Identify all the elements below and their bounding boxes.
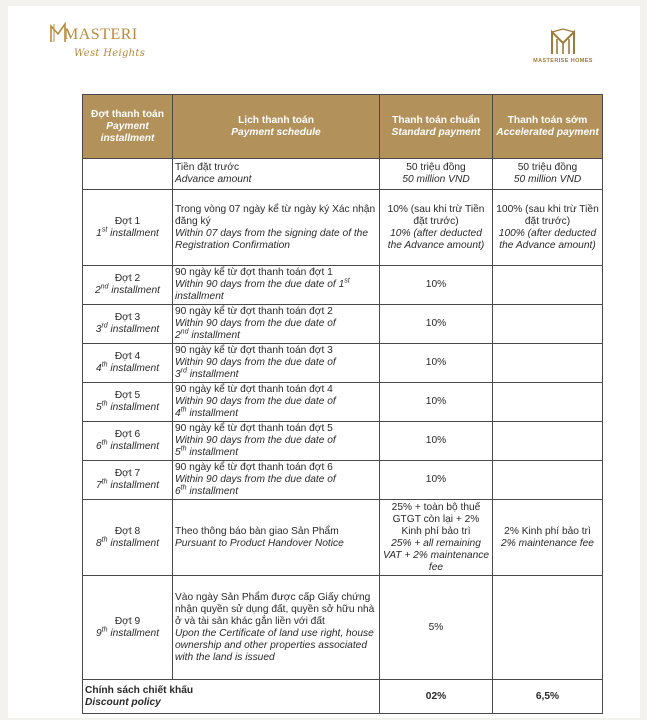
schedule-cell — [173, 344, 380, 383]
masterise-homes-logo — [518, 28, 608, 78]
accelerated-cell — [493, 305, 603, 344]
table-header-row — [83, 95, 603, 159]
schedule-sup: rd — [180, 367, 187, 375]
schedule-vi: 90 ngày kể từ đợt thanh toán đợt 5 — [175, 423, 333, 434]
header-standard-en: Standard payment — [391, 126, 481, 138]
advance-schedule-cell — [173, 159, 380, 190]
header-accelerated — [493, 95, 603, 159]
installment-en: installment — [110, 324, 160, 335]
standard-cell: 10% — [380, 383, 493, 422]
accelerated-en: 100% (after deducted the Advance amount) — [498, 227, 597, 251]
schedule-vi: 90 ngày kể từ đợt thanh toán đợt 3 — [175, 345, 333, 356]
schedule-cell — [173, 576, 380, 680]
discount-label-cell — [83, 680, 380, 714]
standard-cell: 10% — [380, 461, 493, 500]
schedule-en: Within 90 days from the due date of — [175, 396, 336, 407]
masterise-homes-logo-text: MASTERISE HOMES — [533, 58, 593, 64]
schedule-cell — [173, 383, 380, 422]
table-row — [83, 422, 603, 461]
installment-en: installment — [110, 537, 160, 549]
installment-en: installment — [110, 227, 159, 239]
schedule-en: Upon the Certificate of land use right, house ownership and other properties associated with the land is issued — [175, 627, 374, 663]
advance-accelerated-cell — [493, 159, 603, 190]
table-row — [83, 190, 603, 266]
installment-ord: th — [101, 400, 108, 408]
header-schedule-en: Payment schedule — [231, 126, 321, 138]
installment-ord: nd — [100, 283, 109, 291]
schedule-vi: 90 ngày kể từ đợt thanh toán đợt 4 — [175, 384, 333, 395]
installment-vi: Đợt 9 — [114, 615, 141, 627]
installment-en: installment — [110, 363, 160, 374]
masteri-logo-tagline: West Heights — [74, 48, 146, 59]
masterise-m-icon — [550, 28, 576, 56]
schedule-cell — [173, 422, 380, 461]
schedule-cell — [173, 305, 380, 344]
accelerated-cell — [493, 344, 603, 383]
accelerated-cell — [493, 576, 603, 680]
installment-vi: Đợt 4 — [114, 351, 141, 362]
schedule-en: Within 90 days from the due date of — [175, 474, 336, 485]
schedule-en2: installment — [189, 369, 239, 380]
advance-schedule-vi: Tiền đặt trước — [175, 162, 240, 173]
schedule-en: Within 90 days from the due date of — [175, 318, 336, 329]
schedule-sup: st — [344, 277, 350, 285]
installment-en: installment — [111, 285, 160, 296]
header-standard — [380, 95, 493, 159]
schedule-en: Pursuant to Product Handover Notice — [175, 537, 344, 549]
accelerated-cell — [493, 190, 603, 266]
installment-vi: Đợt 6 — [114, 429, 141, 440]
advance-standard-cell — [380, 159, 493, 190]
installment-num: 1 — [96, 227, 102, 239]
table-row — [83, 576, 603, 680]
installment-num: 2 — [94, 285, 101, 296]
installment-en: installment — [110, 480, 160, 491]
installment-ord: th — [101, 536, 108, 544]
header-standard-vi: Thanh toán chuẩn — [392, 114, 480, 126]
advance-standard-vi: 50 triệu đồng — [406, 162, 466, 173]
installment-ord: th — [101, 361, 108, 369]
schedule-vi: Trong vòng 07 ngày kể từ ngày ký Xác nhận đăng ký — [175, 203, 376, 227]
header-accelerated-vi: Thanh toán sớm — [507, 114, 588, 126]
table-row — [83, 500, 603, 576]
standard-cell: 10% — [380, 266, 493, 305]
installment-ord: th — [101, 439, 108, 447]
table-row — [83, 266, 603, 305]
schedule-num: 3 — [175, 369, 181, 380]
schedule-en2: installment — [189, 447, 239, 458]
schedule-en2: installment — [189, 408, 239, 419]
page — [8, 6, 640, 718]
installment-vi: Đợt 3 — [114, 312, 141, 323]
schedule-en: Within 90 days from the due date of — [175, 435, 336, 446]
schedule-en2: installment — [191, 330, 241, 341]
header-accelerated-en: Accelerated payment — [496, 126, 599, 138]
installment-ord: th — [101, 626, 108, 634]
schedule-en2: installment — [189, 486, 239, 497]
table-row-discount — [83, 680, 603, 714]
accelerated-cell — [493, 500, 603, 576]
discount-accelerated-cell: 6,5% — [493, 680, 603, 714]
installment-cell — [83, 344, 173, 383]
installment-ord: th — [101, 478, 108, 486]
installment-vi: Đợt 7 — [114, 468, 141, 479]
accelerated-cell — [493, 461, 603, 500]
accelerated-vi: 2% Kinh phí bảo trì — [504, 525, 591, 537]
installment-cell — [83, 190, 173, 266]
standard-cell: 5% — [380, 576, 493, 680]
installment-num: 6 — [95, 441, 102, 452]
schedule-vi: Vào ngày Sản Phẩm được cấp Giấy chứng nhận quyền sử dụng đất, quyền sở hữu nhà ở và tài sản khác gắn liền với đất — [175, 591, 375, 627]
schedule-num: 4 — [175, 408, 181, 419]
schedule-en: Within 90 days from the due date of — [175, 357, 336, 368]
header-installment — [83, 95, 173, 159]
table-row — [83, 461, 603, 500]
advance-installment-cell — [83, 159, 173, 190]
schedule-en2: installment — [175, 291, 224, 302]
schedule-vi: Theo thông báo bàn giao Sản Phẩm — [175, 525, 339, 537]
standard-vi: 25% + toàn bộ thuế GTGT còn lại + 2% Kinh phí bảo trì — [391, 501, 481, 537]
installment-num: 3 — [95, 324, 102, 335]
schedule-cell — [173, 266, 380, 305]
accelerated-en: 2% maintenance fee — [501, 537, 594, 549]
schedule-sup: th — [180, 484, 187, 492]
installment-en: installment — [110, 627, 160, 639]
discount-label-vi: Chính sách chiết khấu — [85, 684, 194, 696]
schedule-cell — [173, 461, 380, 500]
accelerated-cell — [493, 422, 603, 461]
installment-vi: Đợt 8 — [114, 525, 141, 537]
installment-ord: rd — [101, 322, 108, 330]
schedule-vi: 90 ngày kể từ đợt thanh toán đợt 1 — [175, 267, 333, 278]
installment-num: 7 — [95, 480, 102, 491]
advance-accelerated-vi: 50 triệu đồng — [517, 162, 578, 173]
standard-cell: 10% — [380, 422, 493, 461]
schedule-vi: 90 ngày kể từ đợt thanh toán đợt 2 — [175, 306, 333, 317]
advance-schedule-en: Advance amount — [175, 174, 252, 185]
schedule-num: 5 — [175, 447, 181, 458]
standard-cell — [380, 190, 493, 266]
header-schedule — [173, 95, 380, 159]
masteri-logo — [50, 22, 160, 78]
schedule-sup: nd — [180, 328, 189, 336]
installment-num: 5 — [95, 402, 102, 413]
schedule-sup: th — [180, 406, 187, 414]
header-schedule-vi: Lịch thanh toán — [238, 114, 314, 126]
discount-standard-cell: 02% — [380, 680, 493, 714]
table-row-advance — [83, 159, 603, 190]
header-installment-vi: Đợt thanh toán — [91, 108, 164, 120]
standard-vi: 10% (sau khi trừ Tiền đặt trước) — [387, 203, 485, 227]
accelerated-cell — [493, 383, 603, 422]
masteri-logo-text: MASTERI — [64, 26, 138, 43]
installment-vi: Đợt 5 — [114, 390, 141, 401]
installment-cell — [83, 422, 173, 461]
accelerated-cell — [493, 266, 603, 305]
standard-en: 10% (after deducted the Advance amount) — [387, 227, 485, 251]
schedule-cell — [173, 500, 380, 576]
installment-num: 4 — [95, 363, 102, 374]
installment-cell — [83, 383, 173, 422]
installment-cell — [83, 576, 173, 680]
advance-standard-en: 50 million VND — [402, 174, 470, 185]
standard-en: 25% + all remaining VAT + 2% maintenance fee — [383, 537, 489, 573]
accelerated-vi: 100% (sau khi trừ Tiền đặt trước) — [496, 203, 599, 227]
installment-ord: st — [101, 226, 108, 234]
installment-cell — [83, 305, 173, 344]
installment-en: installment — [110, 441, 160, 452]
payment-schedule-table — [82, 94, 603, 714]
table-row — [83, 305, 603, 344]
installment-en: installment — [110, 402, 160, 413]
schedule-num: 2 — [175, 330, 181, 341]
installment-cell — [83, 461, 173, 500]
header-installment-en: Payment installment — [100, 120, 155, 144]
schedule-cell — [173, 190, 380, 266]
installment-cell — [83, 266, 173, 305]
schedule-vi: 90 ngày kể từ đợt thanh toán đợt 6 — [175, 462, 333, 473]
installment-cell — [83, 500, 173, 576]
standard-cell: 10% — [380, 344, 493, 383]
standard-cell — [380, 500, 493, 576]
installment-vi: Đợt 1 — [114, 215, 141, 227]
schedule-en: Within 90 days from the due date of 1 — [175, 279, 345, 290]
table-row — [83, 344, 603, 383]
installment-num: 9 — [95, 627, 102, 639]
standard-cell: 10% — [380, 305, 493, 344]
schedule-sup: th — [180, 445, 187, 453]
discount-label-en: Discount policy — [85, 696, 161, 708]
schedule-en: Within 07 days from the signing date of the Registration Confirmation — [175, 227, 369, 251]
schedule-num: 6 — [175, 486, 181, 497]
table-row — [83, 383, 603, 422]
installment-vi: Đợt 2 — [114, 273, 141, 284]
advance-accelerated-en: 50 million VND — [513, 174, 582, 185]
installment-num: 8 — [95, 537, 102, 549]
